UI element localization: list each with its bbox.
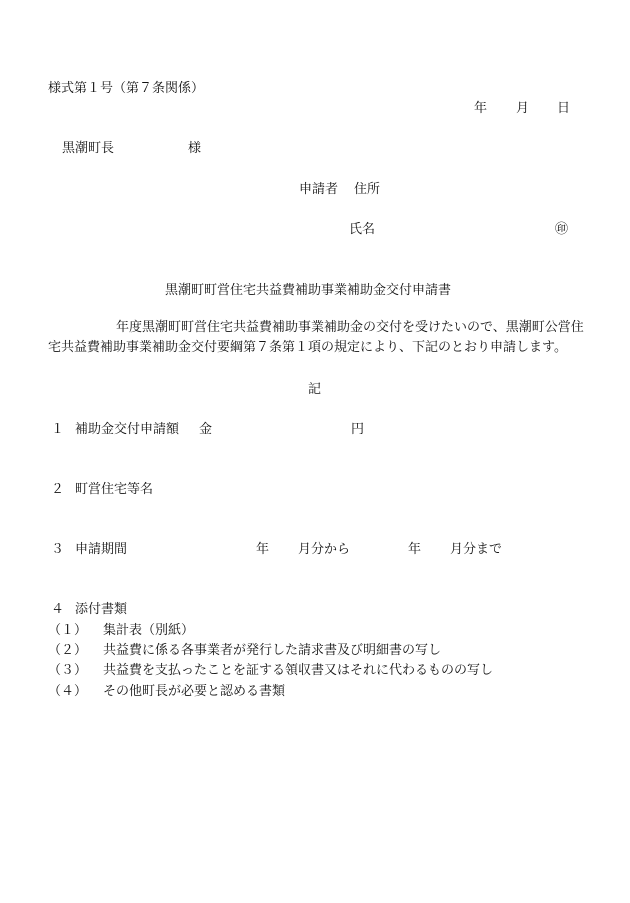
attachment-2-text: 共益費に係る各事業者が発行した請求書及び明細書の写し: [103, 643, 442, 658]
item4-label: 添付書類: [75, 602, 128, 617]
item1-prefix: 金: [199, 422, 213, 437]
date-year: 年: [474, 101, 488, 116]
item1-label: 補助金交付申請額: [75, 422, 180, 437]
date-day: 日: [557, 101, 571, 116]
attachment-3-text: 共益費を支払ったことを証する領収書又はそれに代わるものの写し: [103, 663, 494, 678]
attachment-1-number: （１）: [48, 623, 88, 638]
document-title: 黒潮町町営住宅共益費補助事業補助金交付申請書: [165, 283, 452, 298]
applicant-label: 申請者: [299, 182, 339, 197]
ki-heading: 記: [308, 382, 322, 397]
item3-from-year: 年: [256, 542, 270, 557]
item3-to-month: 月分まで: [450, 542, 503, 557]
form-label: 様式第１号（第７条関係）: [48, 81, 205, 96]
attachment-4-text: その他町長が必要と認める書類: [103, 684, 286, 699]
item1-number: １: [51, 422, 65, 437]
attachment-3-number: （３）: [48, 663, 88, 678]
date-month: 月: [516, 101, 530, 116]
item1-unit: 円: [351, 422, 365, 437]
addressee-name: 黒潮町長: [62, 141, 115, 156]
item2-label: 町営住宅等名: [75, 482, 154, 497]
seal-mark: ㊞: [555, 222, 569, 237]
item3-label: 申請期間: [75, 542, 128, 557]
attachment-1-text: 集計表（別紙）: [103, 623, 195, 638]
item2-number: ２: [51, 482, 65, 497]
attachment-4-number: （４）: [48, 684, 88, 699]
item3-from-month: 月分から: [298, 542, 351, 557]
attachment-2-number: （２）: [48, 643, 88, 658]
body-paragraph: 年度黒潮町町営住宅共益費補助事業補助金の交付を受けたいので、黒潮町公営住宅共益費補助事業補助金交付要綱第７条第１項の規定により、下記のとおり申請します。: [48, 320, 584, 355]
item3-to-year: 年: [408, 542, 422, 557]
item3-number: ３: [51, 542, 65, 557]
addressee-honorific: 様: [188, 141, 202, 156]
name-label: 氏名: [349, 222, 376, 237]
item4-number: ４: [51, 602, 65, 617]
address-label: 住所: [354, 182, 381, 197]
